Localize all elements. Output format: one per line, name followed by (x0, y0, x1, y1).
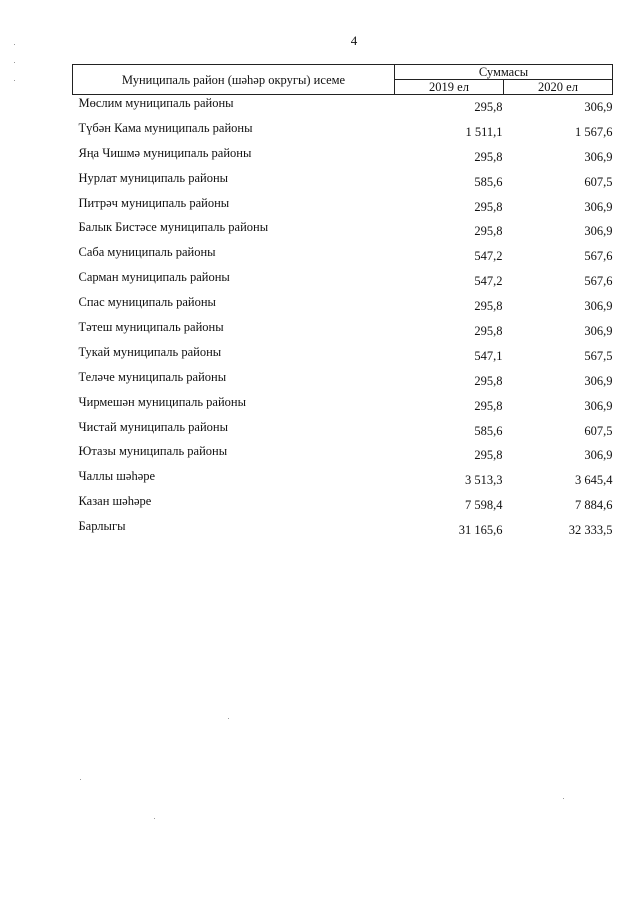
table-row (73, 443, 613, 468)
district-name: Тукай муниципаль районы (78, 344, 222, 359)
value-2020: 306,9 (584, 324, 613, 339)
value-2019: 295,8 (474, 224, 503, 239)
value-2019: 3 513,3 (465, 473, 503, 488)
scan-speck (563, 798, 564, 799)
value-2020: 306,9 (584, 199, 613, 214)
table-row (73, 244, 613, 269)
scan-speck (80, 779, 81, 780)
header-name-column: Муниципаль район (шәһәр округы) исеме (73, 65, 395, 95)
district-name: Казан шәһәре (78, 494, 152, 509)
value-2020: 306,9 (584, 398, 613, 413)
value-2019: 295,8 (474, 299, 503, 314)
value-2020: 306,9 (584, 149, 613, 164)
table-row (73, 170, 613, 195)
district-name: Спас муниципаль районы (78, 295, 216, 310)
district-name: Теләче муниципаль районы (78, 369, 227, 384)
value-2019: 295,8 (474, 100, 503, 114)
district-name: Питрәч муниципаль районы (78, 195, 230, 210)
table-row (73, 195, 613, 220)
table-row (73, 344, 613, 369)
value-2020: 32 333,5 (568, 523, 613, 538)
district-name: Саба муниципаль районы (78, 245, 216, 260)
value-2020: 607,5 (584, 174, 613, 189)
value-2019: 295,8 (474, 324, 503, 339)
scan-speck (14, 62, 15, 63)
value-2019: 1 511,1 (465, 124, 503, 139)
value-2020: 1 567,6 (575, 124, 613, 139)
table-row (73, 145, 613, 170)
district-name: Тәтеш муниципаль районы (78, 320, 224, 335)
value-2020: 306,9 (584, 100, 613, 114)
table-row (73, 493, 613, 518)
table-header (73, 65, 613, 95)
district-name: Чистай муниципаль районы (78, 419, 228, 434)
value-2019: 7 598,4 (465, 498, 503, 513)
table-row (73, 219, 613, 244)
value-2020: 306,9 (584, 373, 613, 388)
subsidy-table (72, 64, 613, 543)
value-2020: 306,9 (584, 299, 613, 314)
value-2020: 7 884,6 (575, 498, 613, 513)
district-name: Нурлат муниципаль районы (78, 170, 229, 185)
value-2020: 306,9 (584, 448, 613, 463)
value-2019: 585,6 (474, 423, 503, 438)
value-2019: 295,8 (474, 199, 503, 214)
district-name: Балык Бистәсе муниципаль районы (78, 220, 269, 235)
value-2019: 295,8 (474, 448, 503, 463)
table-row (73, 468, 613, 493)
value-2019: 547,1 (474, 348, 503, 363)
district-name: Сарман муниципаль районы (78, 270, 230, 285)
page-number: 4 (350, 33, 358, 48)
district-name: Чирмешән муниципаль районы (78, 394, 246, 409)
district-name: Ютазы муниципаль районы (78, 444, 228, 459)
table-body (73, 95, 613, 544)
value-2020: 567,5 (584, 348, 613, 363)
district-name: Түбән Кама муниципаль районы (78, 120, 253, 135)
header-year-2019: 2019 ел (395, 80, 504, 95)
value-2019: 31 165,6 (458, 523, 503, 538)
table-row (73, 120, 613, 145)
district-name: Барлыгы (78, 519, 126, 534)
district-name: Мөслим муниципаль районы (78, 96, 234, 110)
table-row (73, 319, 613, 344)
district-name: Чаллы шәһәре (78, 469, 156, 484)
table-row (73, 95, 613, 120)
value-2019: 295,8 (474, 149, 503, 164)
scan-speck (228, 718, 229, 719)
header-year-2020: 2020 ел (504, 80, 613, 95)
value-2020: 567,6 (584, 274, 613, 289)
scan-speck (154, 818, 155, 819)
value-2020: 3 645,4 (575, 473, 613, 488)
header-sum-column: Суммасы (395, 65, 613, 80)
value-2019: 585,6 (474, 174, 503, 189)
value-2019: 547,2 (474, 274, 503, 289)
value-2019: 295,8 (474, 373, 503, 388)
value-2019: 547,2 (474, 249, 503, 264)
table-row (73, 269, 613, 294)
scan-speck (14, 44, 15, 45)
scan-speck (14, 80, 15, 81)
value-2020: 306,9 (584, 224, 613, 239)
table-row (73, 518, 613, 543)
value-2019: 295,8 (474, 398, 503, 413)
table-row (73, 369, 613, 394)
value-2020: 607,5 (584, 423, 613, 438)
table-row (73, 294, 613, 319)
table-row (73, 419, 613, 444)
table-row (73, 394, 613, 419)
district-name: Яңа Чишмә муниципаль районы (78, 145, 252, 160)
value-2020: 567,6 (584, 249, 613, 264)
